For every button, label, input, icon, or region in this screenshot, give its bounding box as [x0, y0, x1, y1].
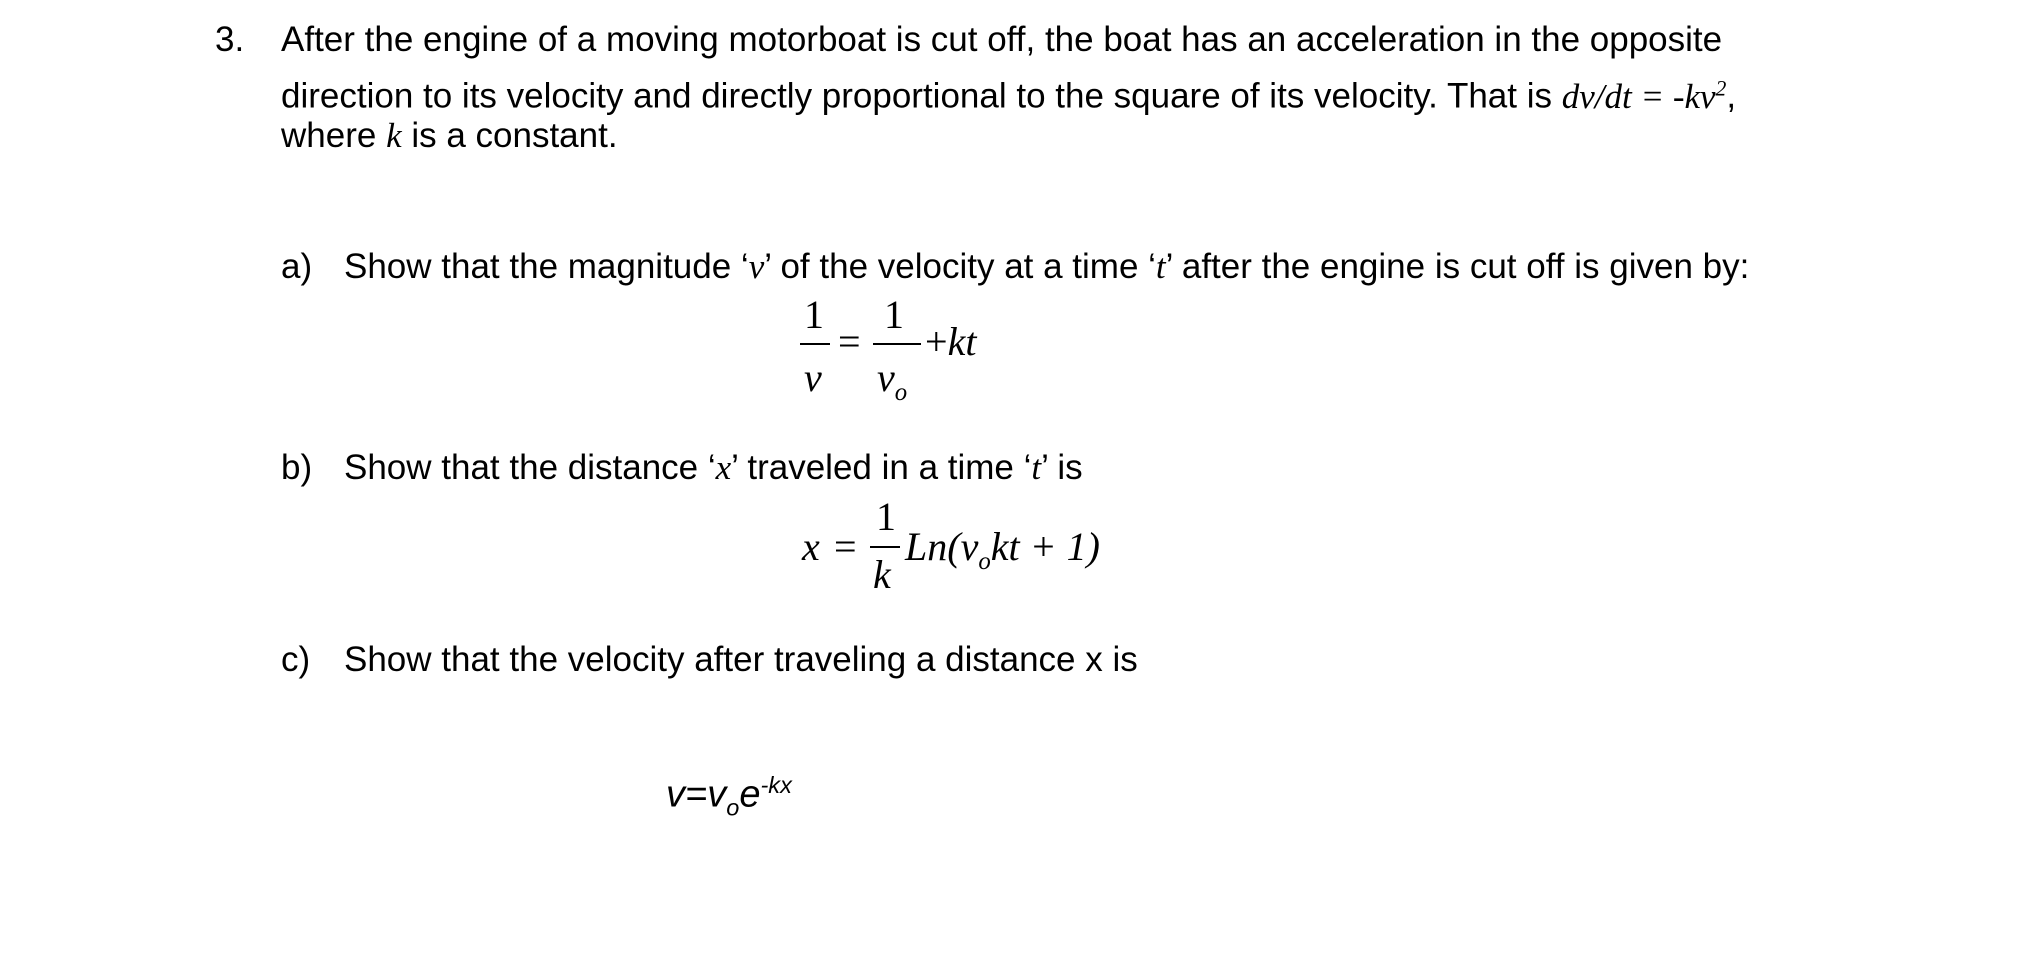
question-line-1: After the engine of a moving motorboat is cut off, the boat has an acceleration in the opposite	[281, 20, 1723, 59]
part-c-text: Show that the velocity after traveling a distance x is	[344, 640, 1138, 679]
question-number: 3.	[215, 20, 245, 59]
answer-velocity-equation: $v=v_oe^{-kx}$	[666, 772, 792, 821]
eq-a-numerator-1: 1	[804, 292, 824, 337]
part-a-text: Show that the magnitude ‘v’ of the velocity at a time ‘t’ after the engine is cut off is given by:	[344, 247, 1750, 286]
part-a-label: a)	[281, 247, 313, 286]
eq-b-x: x	[802, 524, 820, 569]
eq-b-denominator-k: k	[873, 552, 891, 597]
eq-b-fraction-bar	[870, 546, 900, 548]
part-b-text: Show that the distance ‘x’ traveled in a time ‘t’ is	[344, 448, 1083, 487]
eq-b-ln-expression: $Ln(v_okt + 1)$	[905, 524, 1100, 575]
eq-a-fraction-bar-1	[800, 343, 830, 345]
question-line-2: direction to its velocity and directly proportional to the square of its velocity. That is $dv/dt = -kv^2$,	[281, 76, 1737, 116]
question-line-2-text: direction to its velocity and directly proportional to the square of its velocity. That is	[281, 76, 1562, 116]
eq-a-denominator-v: v	[804, 355, 822, 400]
question-line-3: where k is a constant.	[281, 116, 618, 155]
eq-a-plus-kt: +kt	[925, 319, 977, 364]
eq-b-equals: =	[834, 524, 857, 569]
part-c-label: c)	[281, 640, 311, 679]
eq-a-denominator-v0: $v_o$	[877, 355, 908, 406]
eq-a-equals: =	[838, 319, 861, 364]
part-b-label: b)	[281, 448, 313, 487]
eq-a-fraction-bar-2	[873, 343, 921, 345]
ode-expression: $dv/dt = -kv^2$	[1561, 76, 1727, 116]
eq-a-numerator-2: 1	[884, 292, 904, 337]
constant-k: k	[386, 116, 402, 155]
eq-b-numerator-1: 1	[876, 494, 896, 539]
